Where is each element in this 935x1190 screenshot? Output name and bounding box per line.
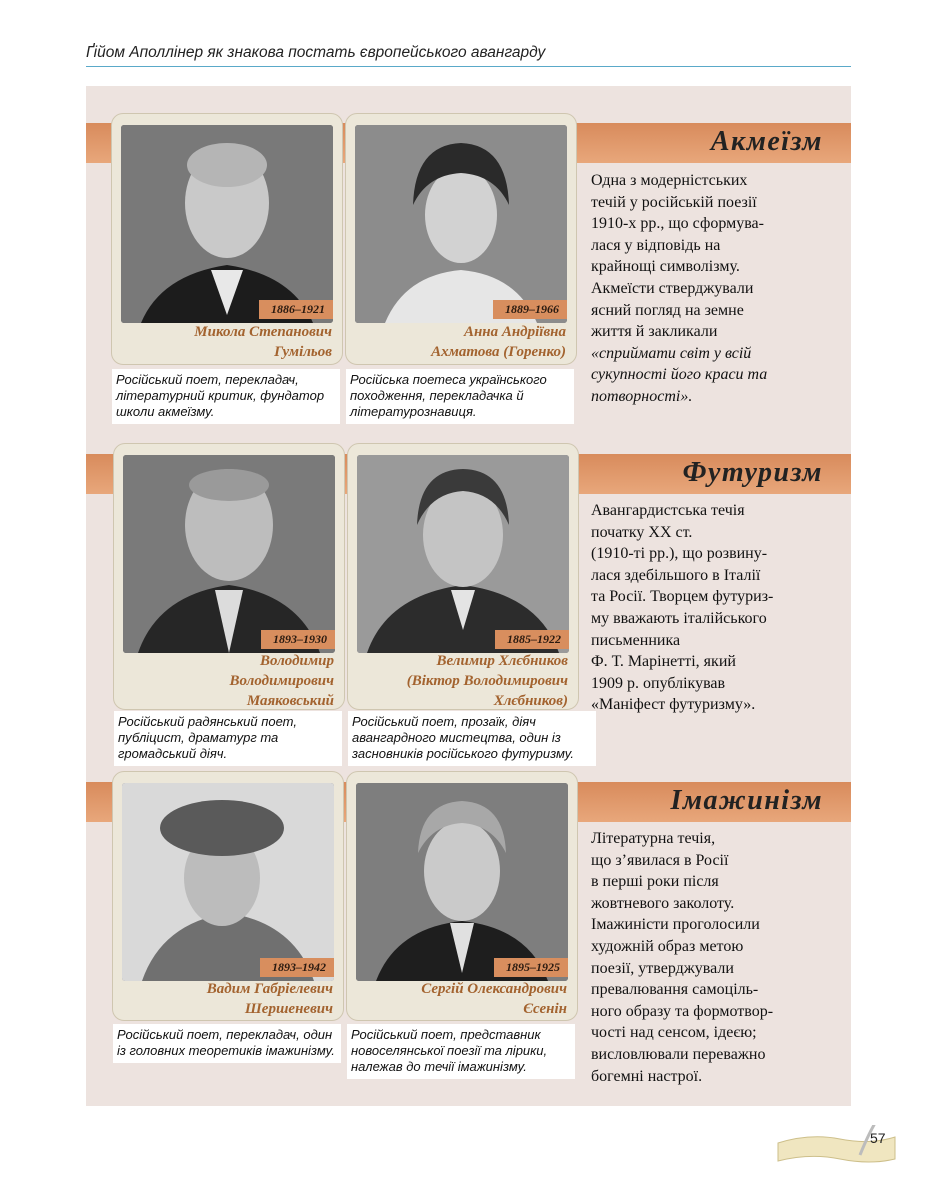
portrait-photo [356, 783, 568, 981]
years-badge: 1889–1966 [493, 300, 567, 319]
poet-name-line: Гумільов [274, 344, 332, 360]
header-title: Ґійом Аполлінер як знакова постать європейського авангарду [86, 44, 546, 61]
poet-caption: Російський поет, прозаїк, діяч авангардного мистецтва, один із засновників російського футуризму. [348, 711, 596, 766]
poet-name-line: Єсенін [523, 1001, 567, 1017]
section-title: Акмеїзм [710, 126, 823, 157]
poet-name [421, 979, 567, 1019]
years-badge: 1893–1930 [261, 630, 335, 649]
portrait-photo [122, 783, 334, 981]
years-badge: 1885–1922 [495, 630, 569, 649]
poet-name [207, 979, 333, 1019]
poet-caption: Російський поет, представник новоселянської поезії та лірики, належав до течії імажинізму. [347, 1024, 575, 1079]
portrait-card [111, 113, 343, 365]
portrait-photo [121, 125, 333, 323]
poet-caption: Російська поетеса українського походження, перекладачка й літературознавиця. [346, 369, 574, 424]
poet-name-line: Вадим Габріелевич [206, 981, 333, 997]
years-badge: 1893–1942 [260, 958, 334, 977]
description-text: Літературна течія, що з’явилася в Росії в перші роки після жовтневого заколоту. Імажиністи проголосили художній образ метою поезії, утверджували превалювання самоціль- ного образу та формотвор- чості над сенсом, ідеєю; висловлювали переважно богемні настрої. [591, 830, 774, 1085]
portrait-card [346, 771, 578, 1021]
portrait-card [112, 771, 344, 1021]
poet-name-line: Хлєбников) [493, 693, 568, 709]
section-description [591, 170, 836, 408]
section-description [591, 500, 836, 716]
poet-name [194, 322, 332, 362]
years-badge: 1895–1925 [494, 958, 568, 977]
section-title: Футуризм [682, 457, 823, 488]
section-description [591, 828, 836, 1087]
portrait-photo [355, 125, 567, 323]
poet-name-line: Шершеневич [244, 1001, 333, 1017]
poet-caption: Російський поет, перекладач, літературний критик, фундатор школи акмеїзму. [112, 369, 340, 424]
description-text: Авангардистська течія початку ХХ ст. (1910-ті рр.), що розвину- лася здебільшого в Італії та Росії. Творцем футуриз- му вважають італійського письменника Ф. Т. Марінетті, який 1909 р. опублікував «Маніфест футуризму». [591, 502, 774, 714]
portrait-photo [357, 455, 569, 653]
poet-name-line: Володимир [259, 653, 334, 669]
poet-caption: Російський поет, перекладач, один із головних теоретиків імажинізму. [113, 1024, 341, 1063]
poet-name-line: Микола Степанович [194, 324, 332, 340]
portrait-card [347, 443, 579, 710]
poet-name [431, 322, 566, 362]
poet-name-line: Володимирович [229, 673, 334, 689]
description-text: Одна з модерністських течій у російській поезії 1910-х рр., що сформува- лася у відповідь на крайнощі символізму. Акмеїсти стверджували ясний погляд на земне життя й закликали [591, 172, 764, 341]
years-badge: 1886–1921 [259, 300, 333, 319]
portrait-photo [123, 455, 335, 653]
poet-name-line: Ахматова (Горенко) [431, 344, 566, 360]
poet-name [230, 651, 334, 711]
portrait-card [113, 443, 345, 710]
poet-caption: Російський радянський поет, публіцист, драматург та громадський діяч. [114, 711, 342, 766]
poet-name [407, 651, 568, 711]
section-title: Імажинізм [670, 785, 823, 816]
description-quote: «сприймати світ у всій сукупності його краси та потворності». [591, 344, 768, 405]
poet-name-line: Маяковський [246, 693, 334, 709]
portrait-card [345, 113, 577, 365]
page-number: 57 [870, 1130, 886, 1146]
poet-name-line: Велимир Хлєбников [436, 653, 568, 669]
poet-name-line: Сергій Олександрович [421, 981, 567, 997]
poet-name-line: (Віктор Володимирович [406, 673, 568, 689]
running-header [86, 40, 851, 67]
poet-name-line: Анна Андріївна [463, 324, 566, 340]
